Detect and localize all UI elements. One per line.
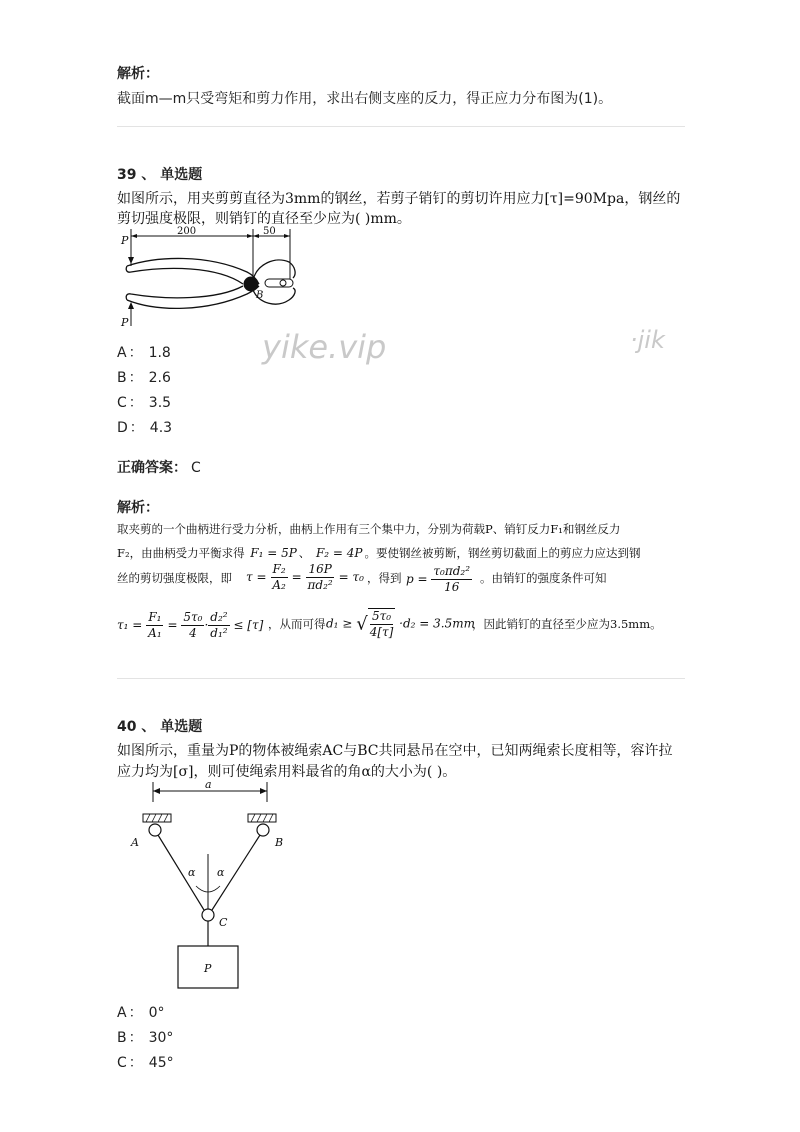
q40-heading: 40 、 单选题	[117, 719, 203, 735]
watermark: yike.vip	[262, 328, 387, 366]
load-arrow-top	[128, 257, 134, 264]
suspension-figure	[125, 776, 285, 992]
wire-slot	[265, 279, 293, 287]
pin-a	[149, 824, 161, 836]
dim-50-label: 50	[263, 226, 276, 237]
watermark-right: ·jik	[630, 326, 665, 354]
q39-analysis-line3-text-b: ，得到	[367, 571, 402, 585]
q39-option-c[interactable]: C ： 3.5	[117, 395, 172, 411]
divider	[117, 126, 685, 127]
q40-option-b[interactable]: B ： 30°	[117, 1030, 174, 1046]
q40-option-a[interactable]: A ： 0°	[117, 1005, 165, 1021]
load-arrow-bottom	[128, 302, 134, 309]
q39-option-b[interactable]: B ： 2.6	[117, 370, 171, 386]
label-c: C	[219, 916, 228, 929]
node-c	[202, 909, 214, 921]
steel-wire	[280, 280, 286, 286]
label-a: A	[131, 836, 139, 849]
upper-handle	[127, 258, 259, 284]
weight-label: P	[204, 962, 212, 975]
q40-option-c[interactable]: C ： 45°	[117, 1055, 174, 1071]
alpha-right-label: α	[217, 866, 225, 879]
alpha-left-label: α	[188, 866, 196, 879]
q39-option-d[interactable]: D ： 4.3	[117, 420, 173, 436]
q39-analysis-line1: 取夹剪的一个曲柄进行受力分析，曲柄上作用有三个集中力，分别为荷载P、销钉反力F₁和钢丝反力	[117, 522, 621, 536]
q39-stem-line1: 如图所示，用夹剪剪直径为3mm的钢丝，若剪子销钉的剪切许用应力[τ]=90Mpa，钢丝的	[117, 191, 681, 207]
formula-tau: τ = $\frac{\text{F₂}}{\text{A₂}}$ = $\frac{16P}{\text{πd₂²}}$ = τ₀	[246, 562, 364, 592]
pin-b	[257, 824, 269, 836]
q39-heading: 39 、 单选题	[117, 167, 203, 183]
lower-handle	[126, 286, 243, 300]
formula-p: p = $\frac{\text{τ₀πd₂²}}{16}$	[406, 564, 471, 594]
q40-stem-line1: 如图所示，重量为P的物体被绳索AC与BC共同悬吊在空中，已知两绳索长度相等，容许拉	[117, 743, 673, 759]
support-b	[248, 814, 276, 822]
q39-option-a[interactable]: A ： 1.8	[117, 345, 171, 361]
q39-analysis-line3-text-c: 。由销钉的强度条件可知	[480, 571, 607, 585]
dim-a-label: a	[205, 778, 212, 791]
label-b: B	[275, 836, 284, 849]
top-analysis-label: 解析：	[117, 66, 159, 82]
q39-analysis-line4-text-b: ，因此销钉的直径至少应为3.5mm。	[472, 617, 662, 631]
q39-analysis-line4-text-a: ，从而可得	[268, 617, 326, 631]
q39-analysis-label: 解析：	[117, 500, 159, 516]
pin-b-label: B	[256, 290, 264, 301]
upper-jaw	[253, 260, 295, 280]
load-p-top-label: P	[121, 234, 129, 247]
q39-analysis-line3-text-a: 丝的剪切强度极限，即	[117, 571, 232, 585]
support-a	[143, 814, 171, 822]
pliers-figure	[117, 226, 307, 330]
divider	[117, 678, 685, 679]
formula-tau1: τ₁ = $\frac{\text{F₁}}{\text{A₁}}$ = $\frac{\text{5τ₀}}{4}$ · $\frac{\text{d₂²}}{\text{d₁²}}$ ≤ [τ]	[117, 610, 264, 640]
load-p-bottom-label: P	[121, 316, 129, 329]
dim-200-label: 200	[177, 226, 197, 237]
rope-ac	[158, 835, 204, 910]
q39-analysis-line2: F₂，由曲柄受力平衡求得 F₁ = 5P 、 F₂ = 4P 。要使钢丝被剪断，钢丝剪切截面上的剪应力应达到钢	[117, 546, 641, 560]
q40-stem-line2: 应力均为[σ]，则可使绳索用料最省的角α的大小为( )。	[117, 764, 457, 780]
q39-stem-line2: 剪切强度极限，则销钉的直径至少应为( )mm。	[117, 211, 411, 227]
top-analysis-text: 截面m—m只受弯矩和剪力作用，求出右侧支座的反力，得正应力分布图为(1)。	[117, 91, 613, 107]
formula-d1: d₁ ≥ √ $\frac{\text{5τ₀}}{4[\tau]}$ ·d₂ = 3.5mm	[326, 609, 475, 639]
q39-answer: 正确答案： C	[117, 460, 201, 476]
